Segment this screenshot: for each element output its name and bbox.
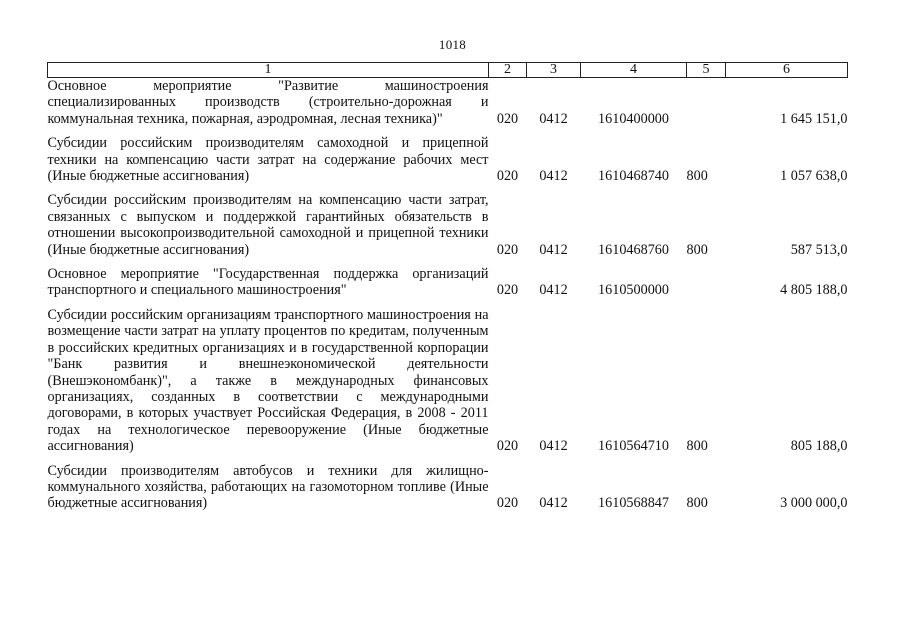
row-section-code: 0412: [539, 168, 568, 185]
row-target-article: 1610500000: [598, 282, 669, 299]
table-row: [48, 135, 848, 184]
column-header-1: 1: [48, 63, 489, 78]
column-header-6: 6: [726, 63, 848, 78]
row-section-code: 0412: [539, 110, 568, 127]
row-description: Субсидии российским производителям на компенсацию части затрат, связанных с выпуском и поддержкой гарантийных обязательств в отношении высокопроизводительной самоходной и прицепной техники (Иные бюджетные ассигнования): [47, 192, 489, 258]
row-amount: 587 513,0: [790, 241, 848, 258]
row-description: Основное мероприятие "Развитие машиностроения специализированных производств (строительно-дорожная и коммунальная техника, пожарная, аэродромная, лесная техника)": [47, 78, 489, 127]
row-target-article: 1610568847: [598, 495, 669, 512]
table-row: [48, 78, 848, 128]
row-expense-type: [687, 78, 726, 128]
page-number: 1018: [438, 37, 467, 52]
row-ministry-code: 020: [496, 168, 519, 185]
table-row: [48, 463, 848, 512]
row-spacer: [48, 127, 848, 135]
row-expense-type: 800: [686, 168, 708, 185]
row-spacer: [48, 184, 848, 192]
row-description: Субсидии российским организациям транспортного машиностроения на возмещение части затрат на уплату процентов по кредитам, полученным в российских кредитных организациях и в государственной корпорации "Банк развития и внешнеэкономической деятельности (Внешэкономбанк)", а также в международных финансовых организациях, созданных в соответствии с международными договорами, в которых участвует Российская Федерация, в 2008 - 2011 годах на технологическое перевооружение (Иные бюджетные ассигнования): [47, 306, 489, 455]
row-amount: 4 805 188,0: [780, 282, 848, 299]
row-ministry-code: 020: [496, 282, 519, 299]
row-expense-type: 800: [686, 438, 708, 455]
row-spacer: [48, 258, 848, 266]
row-expense-type: 800: [686, 495, 708, 512]
table-header-row: [48, 63, 848, 78]
budget-table: [47, 62, 848, 512]
row-ministry-code: 020: [496, 495, 519, 512]
row-section-code: 0412: [539, 438, 568, 455]
row-ministry-code: 020: [496, 241, 519, 258]
row-spacer: [48, 455, 848, 463]
row-amount: 805 188,0: [790, 438, 848, 455]
table-row: [48, 266, 848, 299]
row-ministry-code: 020: [496, 110, 519, 127]
row-amount: 1 057 638,0: [780, 168, 848, 185]
column-header-2: 2: [489, 63, 527, 78]
row-expense-type: [687, 266, 726, 299]
row-description: Субсидии производителям автобусов и техники для жилищно-коммунального хозяйства, работающих на газомоторном топливе (Иные бюджетные ассигнования): [47, 462, 489, 512]
row-description: Основное мероприятие "Государственная поддержка организаций транспортного и специального машиностроения": [47, 266, 489, 299]
column-header-3: 3: [527, 63, 581, 78]
row-amount: 1 645 151,0: [780, 110, 848, 127]
row-description: Субсидии российским производителям самоходной и прицепной техники на компенсацию части затрат на содержание рабочих мест (Иные бюджетные ассигнования): [47, 135, 489, 185]
row-spacer: [48, 299, 848, 307]
row-amount: 3 000 000,0: [780, 495, 848, 512]
column-header-5: 5: [687, 63, 726, 78]
table-row: [48, 307, 848, 455]
row-target-article: 1610468760: [598, 241, 669, 258]
row-target-article: 1610400000: [598, 110, 669, 127]
row-section-code: 0412: [539, 282, 568, 299]
row-section-code: 0412: [539, 241, 568, 258]
row-target-article: 1610564710: [598, 438, 669, 455]
column-header-4: 4: [581, 63, 687, 78]
row-target-article: 1610468740: [598, 168, 669, 185]
row-ministry-code: 020: [496, 438, 519, 455]
table-row: [48, 192, 848, 258]
row-section-code: 0412: [539, 495, 568, 512]
row-expense-type: 800: [686, 241, 708, 258]
